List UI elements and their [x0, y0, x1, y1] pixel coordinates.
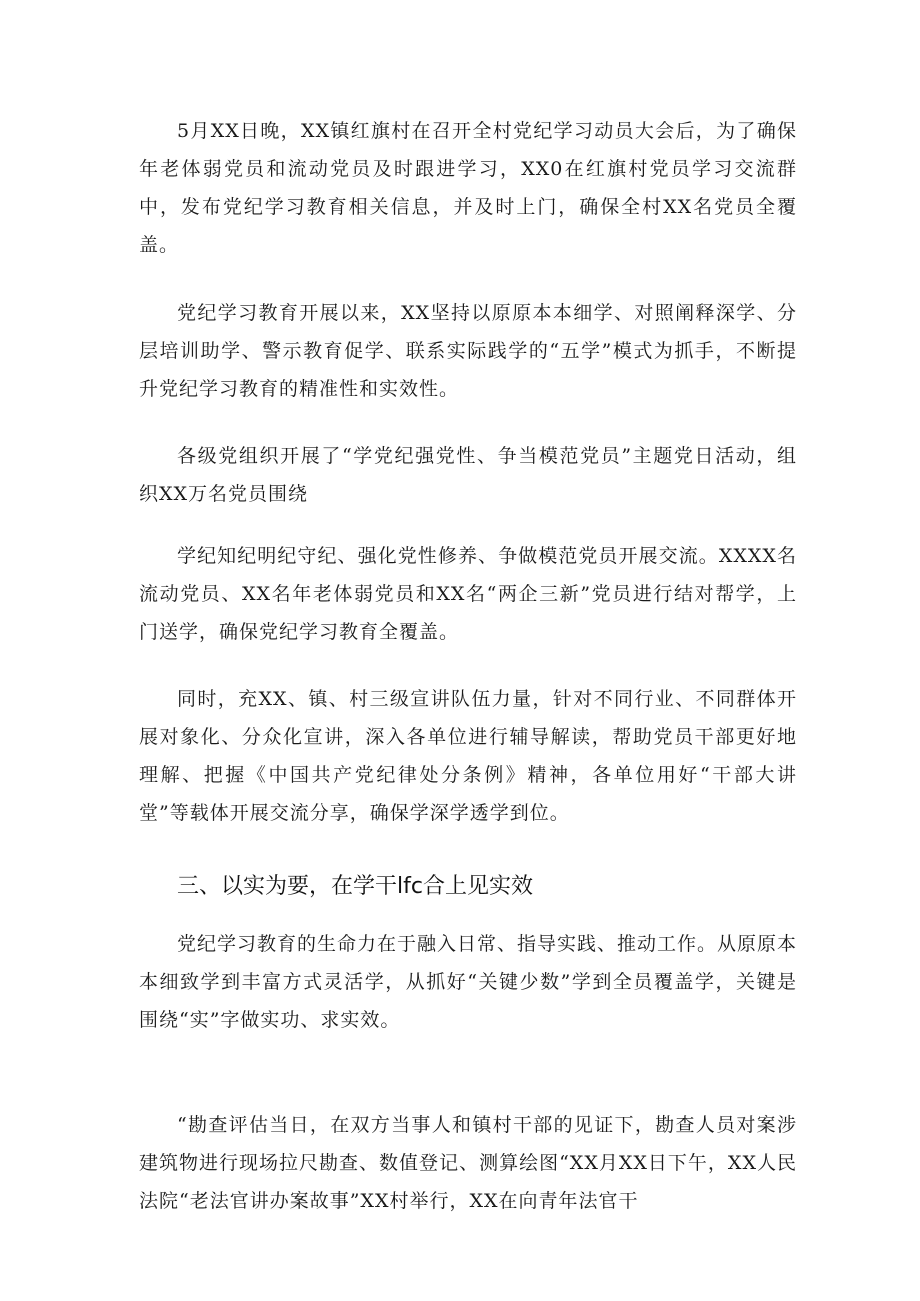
paragraph-6: 党纪学习教育的生命力在于融入日常、指导实践、推动工作。从原原本本细致学到丰富方式灵活学，从抓好“关键少数”学到全员覆盖学，关键是围绕“实”字做实功、求实效。: [139, 933, 798, 1031]
paragraph-2: 党纪学习教育开展以来，XX坚持以原原本本细学、对照阐释深学、分层培训助学、警示教育促学、联系实际践学的“五学”模式为抓手，不断提升党纪学习教育的精准性和实效性。: [139, 302, 797, 400]
section-heading: 三、以实为要，在学干lfc合上见实效: [177, 874, 533, 899]
paragraph-7: “勘查评估当日，在双方当事人和镇村干部的见证下，勘查人员对案涉建筑物进行现场拉尺勘查、数值登记、测算绘图“XX月XX日下午，XX人民法院“老法官讲办案故事”XX村举行，XX在向青年法官干: [139, 1114, 797, 1212]
paragraph-5: 同时，充XX、镇、村三级宣讲队伍力量，针对不同行业、不同群体开展对象化、分众化宣讲，深入各单位进行辅导解读，帮助党员干部更好地理解、把握《中国共产党纪律处分条例》精神，各单位用好“干部大讲堂”等载体开展交流分享，确保学深学透学到位。: [139, 688, 797, 824]
paragraph-4: 学纪知纪明纪守纪、强化党性修养、争做模范党员开展交流。XXXX名流动党员、XX名年老体弱党员和XX名“两企三新”党员进行结对帮学，上门送学，确保党纪学习教育全覆盖。: [139, 545, 797, 643]
paragraph-3: 各级党组织开展了“学党纪强党性、争当模范党员”主题党日活动，组织XX万名党员围绕: [139, 445, 797, 505]
paragraph-1: 5月XX日晚，XX镇红旗村在召开全村党纪学习动员大会后，为了确保年老体弱党员和流动党员及时跟进学习，XX0在红旗村党员学习交流群中，发布党纪学习教育相关信息，并及时上门，确保全村XX名党员全覆盖。: [139, 120, 797, 256]
